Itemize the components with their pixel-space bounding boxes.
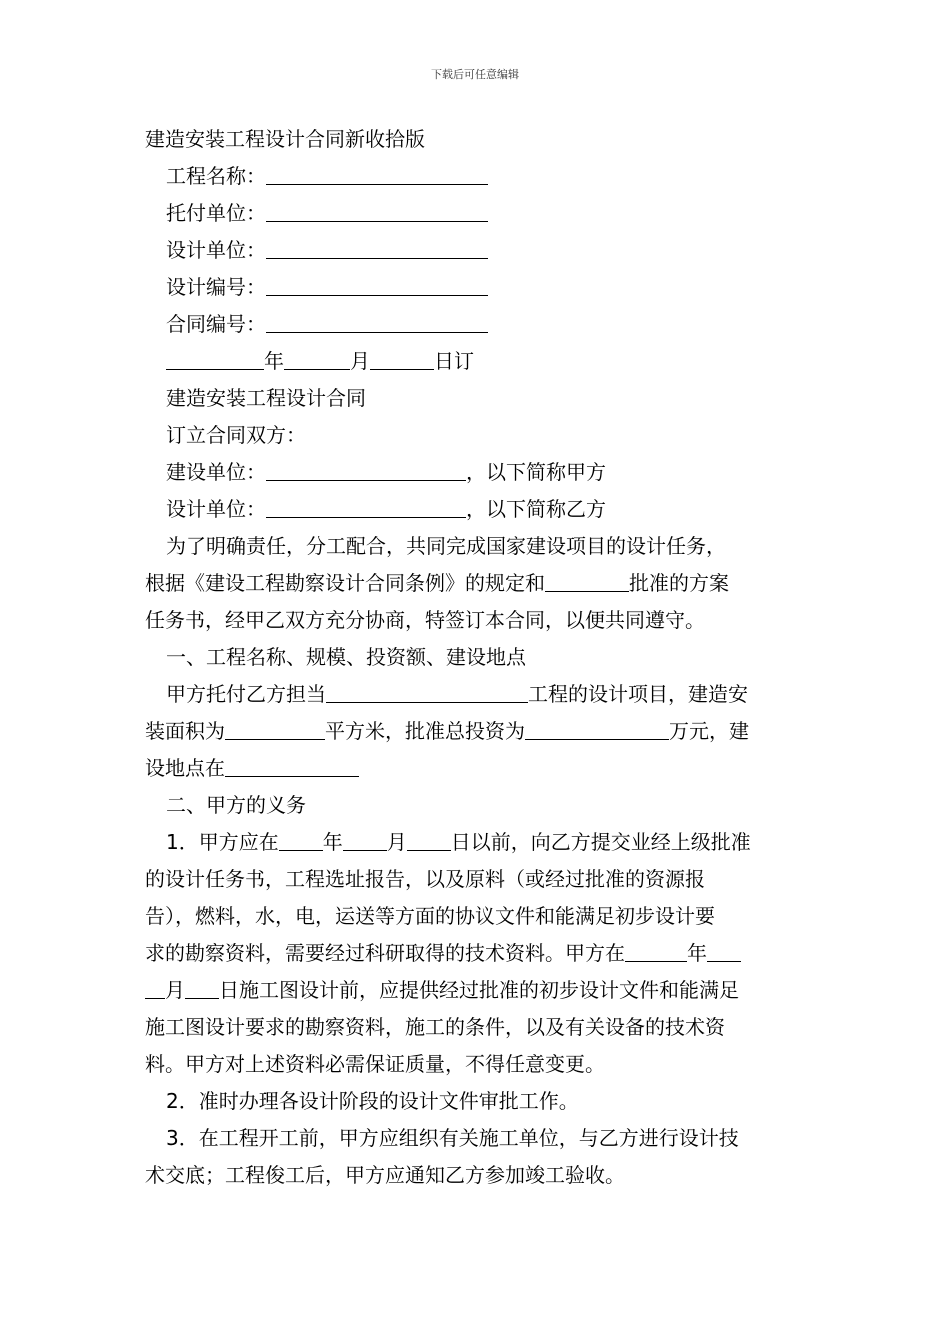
paragraph-line: [145, 935, 807, 972]
paragraph-line: [145, 972, 807, 1009]
text-run: 万元，建: [669, 719, 749, 743]
fill-blank[interactable]: [166, 347, 264, 370]
fill-blank[interactable]: [279, 828, 323, 851]
intro-paragraph: [145, 528, 807, 639]
fill-blank[interactable]: [266, 199, 488, 222]
text-run: 甲方托付乙方担当: [166, 682, 326, 706]
contract-title: 建造安装工程设计合同: [166, 386, 366, 410]
fill-blank[interactable]: [625, 939, 687, 962]
date-day-label: 日订: [434, 349, 474, 373]
paragraph-line: [145, 565, 807, 602]
party-label: 设计单位：: [166, 497, 266, 521]
paragraph-line: 料。甲方对上述资料必需保证质量，不得任意变更。: [145, 1052, 605, 1076]
text-run: 年: [687, 941, 707, 965]
text-run: 设地点在: [145, 756, 225, 780]
fill-blank[interactable]: [370, 347, 434, 370]
section-2-item-3: [145, 1120, 807, 1194]
fill-blank[interactable]: [407, 828, 451, 851]
text-run: 日施工图设计前，应提供经过批准的初步设计文件和能满足: [219, 978, 739, 1002]
text-run: 根据《建设工程勘察设计合同条例》的规定和: [145, 571, 545, 595]
field-label: 托付单位：: [166, 201, 266, 225]
paragraph-line: 术交底；工程俊工后，甲方应通知乙方参加竣工验收。: [145, 1163, 625, 1187]
page-header: 下载后可任意编辑: [431, 68, 519, 81]
paragraph-line: 任务书，经甲乙双方充分协商，特签订本合同，以便共同遵守。: [145, 608, 705, 632]
paragraph-line: [145, 750, 807, 787]
paragraph-line: [145, 713, 807, 750]
party-a-line: [145, 454, 807, 491]
field-contract-number: [145, 306, 807, 343]
text-run: 1．甲方应在: [166, 830, 279, 854]
document-title: 建造安装工程设计合同新收拾版: [145, 127, 425, 151]
fill-blank[interactable]: [343, 828, 387, 851]
text-run: 月: [386, 830, 407, 854]
party-label: 建设单位：: [166, 460, 266, 484]
document-body: [145, 121, 807, 1194]
field-label: 合同编号：: [166, 312, 266, 336]
fill-blank[interactable]: [225, 754, 359, 777]
paragraph-line: 告），燃料，水，电，运送等方面的协议文件和能满足初步设计要: [145, 904, 715, 928]
fill-blank[interactable]: [266, 236, 488, 259]
fill-blank[interactable]: [266, 310, 488, 333]
text-run: 月: [165, 978, 185, 1002]
date-year-label: 年: [264, 349, 284, 373]
fill-blank[interactable]: [326, 680, 528, 703]
party-suffix: ，以下简称甲方: [466, 460, 606, 484]
field-design-number: [145, 269, 807, 306]
fill-blank[interactable]: [266, 162, 488, 185]
fill-blank[interactable]: [145, 976, 165, 999]
paragraph-line: 的设计任务书，工程选址报告，以及原料（或经过批准的资源报: [145, 867, 705, 891]
field-label: 设计编号：: [166, 275, 266, 299]
fill-blank[interactable]: [707, 939, 741, 962]
section-1-paragraph: [145, 676, 807, 787]
fill-blank[interactable]: [284, 347, 350, 370]
fill-blank[interactable]: [225, 717, 325, 740]
section-1-heading: 一、工程名称、规模、投资额、建设地点: [166, 645, 526, 669]
date-line: [145, 343, 807, 380]
fill-blank[interactable]: [266, 458, 466, 481]
fill-blank[interactable]: [525, 717, 669, 740]
paragraph-line: [145, 824, 807, 861]
field-client: [145, 195, 807, 232]
text-run: 求的勘察资料，需要经过科研取得的技术资料。甲方在: [145, 941, 625, 965]
fill-blank[interactable]: [266, 273, 488, 296]
fill-blank[interactable]: [545, 569, 629, 592]
text-run: 装面积为: [145, 719, 225, 743]
section-2-item-1: [145, 824, 807, 1083]
text-run: 平方米，批准总投资为: [325, 719, 525, 743]
date-month-label: 月: [350, 349, 370, 373]
section-2-heading: 二、甲方的义务: [166, 793, 306, 817]
section-2-item-2: 2．准时办理各设计阶段的设计文件审批工作。: [166, 1089, 579, 1113]
party-b-line: [145, 491, 807, 528]
field-project-name: [145, 158, 807, 195]
paragraph-line: [145, 676, 807, 713]
field-design-unit: [145, 232, 807, 269]
field-label: 工程名称：: [166, 164, 266, 188]
party-suffix: ，以下简称乙方: [466, 497, 606, 521]
text-run: 年: [322, 830, 343, 854]
text-run: 批准的方案: [629, 571, 729, 595]
fill-blank[interactable]: [266, 495, 466, 518]
paragraph-line: 为了明确责任，分工配合，共同完成国家建设项目的设计任务，: [166, 534, 726, 558]
field-label: 设计单位：: [166, 238, 266, 262]
text-run: 日以前，向乙方提交业经上级批准: [450, 830, 751, 854]
paragraph-line: 3．在工程开工前，甲方应组织有关施工单位，与乙方进行设计技: [166, 1126, 739, 1150]
parties-heading: 订立合同双方：: [166, 423, 306, 447]
text-run: 工程的设计项目，建造安: [528, 682, 748, 706]
paragraph-line: 施工图设计要求的勘察资料，施工的条件，以及有关设备的技术资: [145, 1015, 725, 1039]
fill-blank[interactable]: [185, 976, 219, 999]
